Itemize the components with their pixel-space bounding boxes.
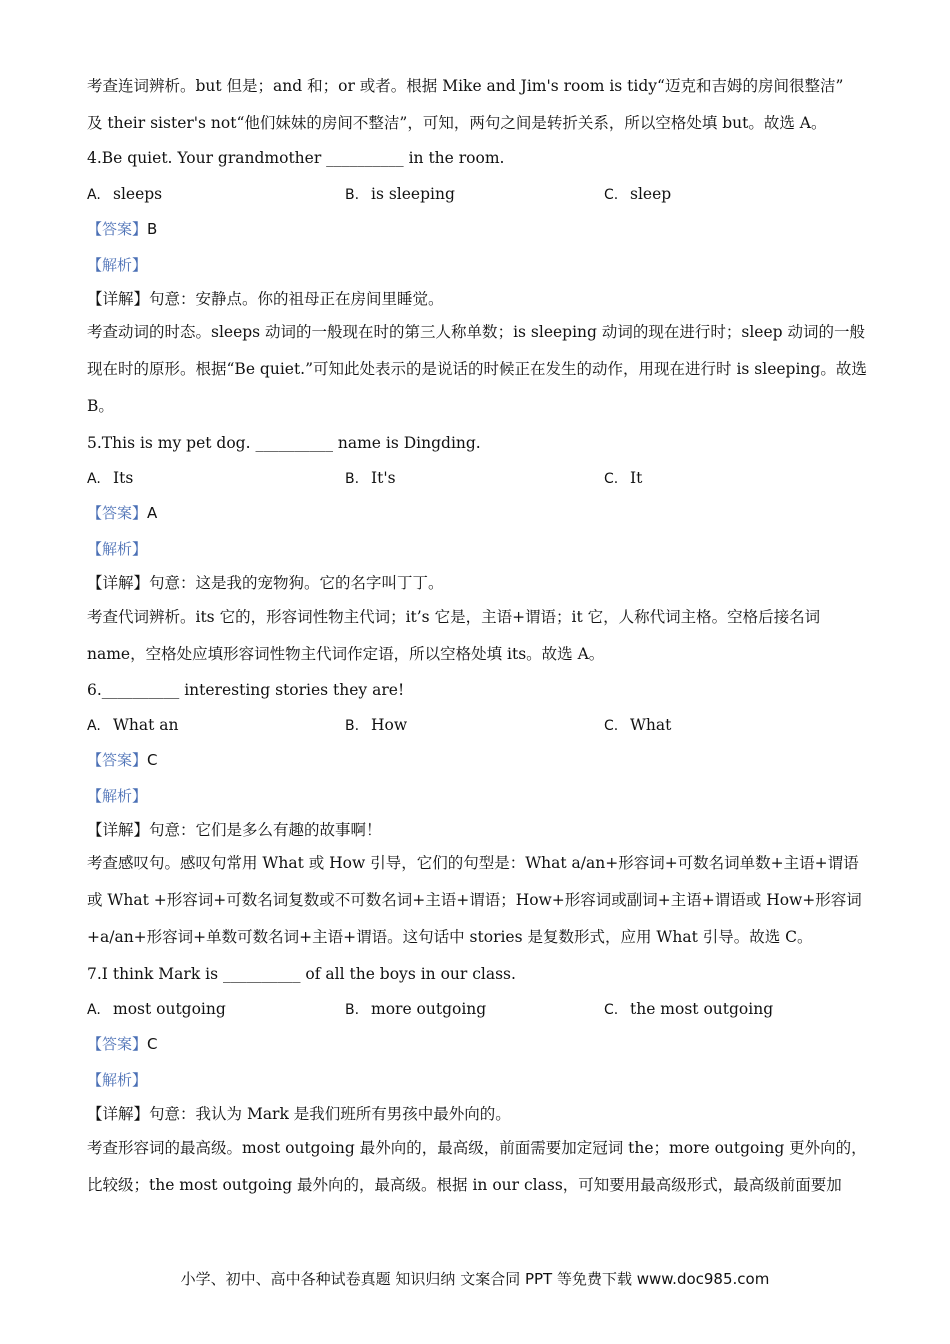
analysis-label: 【解析】 — [87, 256, 148, 274]
question-6-explanation: 考查感叹句。感叹句常用 What 或 How 引导，它们的句型是：What a/an+形容词+可数名词单数+主语+谓语或 What +形容词+可数名词复数或不可数名词+主语+谓语；How+形容词或副词+主语+谓语或 How+形容词+a/an+形容词+单数可数名词+主语+谓语。这句话中 stories 是复数形式，应用 What 引导。故选 C。 — [87, 854, 862, 946]
question-7-analysis — [87, 1069, 870, 1091]
intro-line-2: 及 their sister's not“他们妹妹的房间不整洁”，可知，两句之间是转折关系，所以空格处填 but。故选 A。 — [87, 114, 827, 132]
detail-label: 【详解】 — [87, 290, 150, 308]
question-4-option-b[interactable]: B. is sleeping — [345, 185, 455, 203]
question-4-answer — [87, 218, 870, 240]
question-7-option-a[interactable]: A. most outgoing — [87, 1000, 226, 1018]
question-5-option-a[interactable]: A. Its — [87, 469, 134, 487]
question-7-answer — [87, 1033, 870, 1055]
question-4-meaning: 【详解】句意：安静点。你的祖母正在房间里睡觉。 — [87, 290, 444, 308]
answer-label: 【答案】 — [87, 751, 148, 769]
detail-label: 【详解】 — [87, 821, 150, 839]
question-5-analysis — [87, 538, 870, 560]
analysis-label: 【解析】 — [87, 1071, 148, 1089]
question-7-explanation: 考查形容词的最高级。most outgoing 最外向的，最高级，前面需要加定冠词 the；more outgoing 更外向的，比较级；the most outgoing 最外向的，最高级。根据 in our class，可知要用最高级形式，最高级前面要加 — [87, 1139, 867, 1194]
question-6-answer — [87, 749, 870, 771]
question-7-stem: 7.I think Mark is __________ of all the boys in our class. — [87, 965, 516, 983]
question-4-stem: 4.Be quiet. Your grandmother __________ in the room. — [87, 149, 505, 167]
answer-value: B — [147, 220, 158, 238]
answer-value: C — [147, 751, 158, 769]
question-6-stem: 6.__________ interesting stories they are! — [87, 681, 405, 699]
detail-label: 【详解】 — [87, 574, 150, 592]
analysis-label: 【解析】 — [87, 787, 148, 805]
question-6-option-c[interactable]: C. What — [604, 716, 672, 734]
question-5-explanation: 考查代词辨析。its 它的，形容词性物主代词；it’s 它是，主语+谓语；it 它，人称代词主格。空格后接名词 name，空格处应填形容词性物主代词作定语，所以空格处填 its。故选 A。 — [87, 608, 821, 663]
question-7-option-c[interactable]: C. the most outgoing — [604, 1000, 774, 1018]
page-footer: 小学、初中、高中各种试卷真题 知识归纳 文案合同 PPT 等免费下载 www.doc985.com — [180, 1270, 770, 1288]
intro-line-1: 考查连词辨析。but 但是；and 和；or 或者。根据 Mike and Jim's room is tidy“迈克和吉姆的房间很整洁” — [87, 77, 844, 95]
answer-label: 【答案】 — [87, 220, 148, 238]
question-6-analysis — [87, 785, 870, 807]
answer-label: 【答案】 — [87, 1035, 148, 1053]
question-5-stem: 5.This is my pet dog. __________ name is Dingding. — [87, 434, 481, 452]
question-7-option-b[interactable]: B. more outgoing — [345, 1000, 487, 1018]
question-6-meaning: 【详解】句意：它们是多么有趣的故事啊！ — [87, 821, 382, 839]
question-5-meaning: 【详解】句意：这是我的宠物狗。它的名字叫丁丁。 — [87, 574, 444, 592]
question-6-option-b[interactable]: B. How — [345, 716, 408, 734]
question-5-answer — [87, 502, 870, 524]
question-7-meaning: 【详解】句意：我认为 Mark 是我们班所有男孩中最外向的。 — [87, 1105, 511, 1123]
analysis-label: 【解析】 — [87, 540, 148, 558]
detail-label: 【详解】 — [87, 1105, 150, 1123]
question-5-option-b[interactable]: B. It's — [345, 469, 396, 487]
question-5-option-c[interactable]: C. It — [604, 469, 643, 487]
question-4-analysis — [87, 254, 870, 276]
answer-value: C — [147, 1035, 158, 1053]
question-4-option-a[interactable]: A. sleeps — [87, 185, 163, 203]
question-4-option-c[interactable]: C. sleep — [604, 185, 672, 203]
question-4-explanation: 考查动词的时态。sleeps 动词的一般现在时的第三人称单数；is sleeping 动词的现在进行时；sleep 动词的一般现在时的原形。根据“Be quiet.”可知此处表示的是说话的时候正在发生的动作，用现在进行时 is sleeping。故选 B。 — [87, 323, 867, 415]
answer-label: 【答案】 — [87, 504, 148, 522]
answer-value: A — [147, 504, 158, 522]
question-6-option-a[interactable]: A. What an — [87, 716, 179, 734]
